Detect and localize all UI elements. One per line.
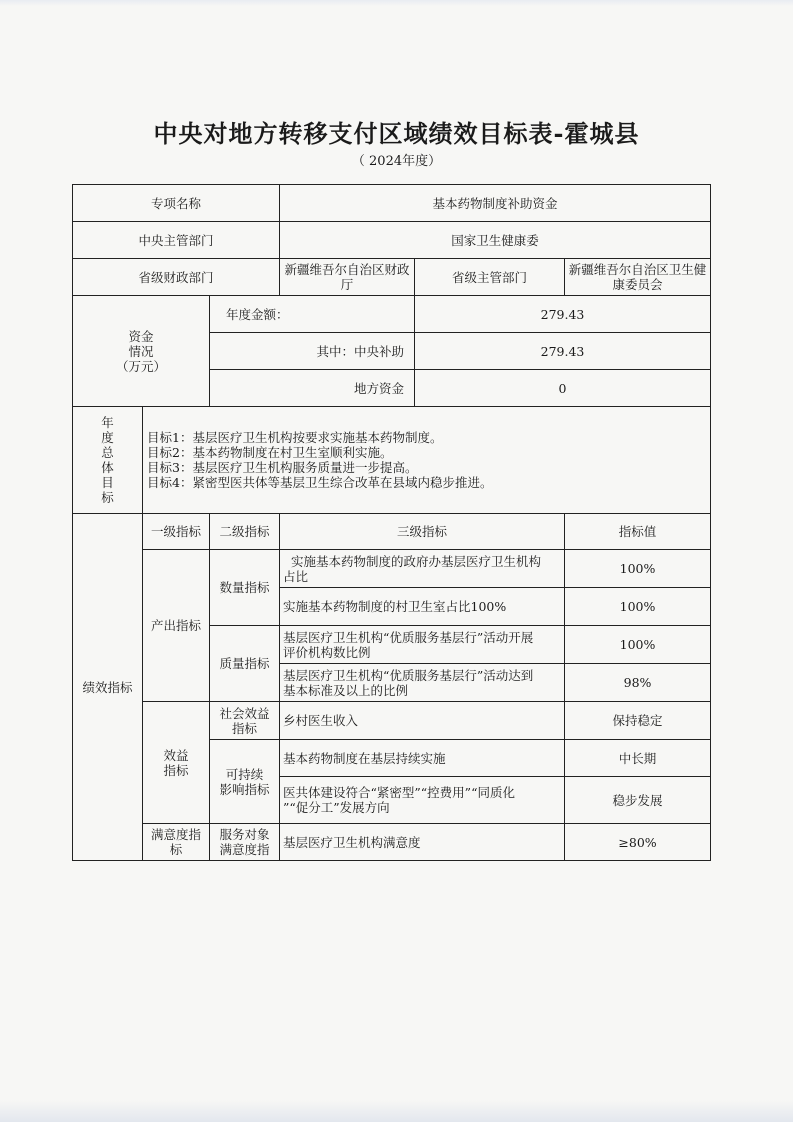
header-value: 指标值 (565, 514, 711, 550)
header-level3: 三级指标 (280, 514, 565, 550)
provincial-finance-label: 省级财政部门 (73, 259, 280, 296)
goal-item: 目标1：基层医疗卫生机构按要求实施基本药物制度。 (147, 430, 443, 445)
year-subtitle: （ 2024年度） (351, 154, 442, 169)
funds-annual-value: 279.43 (415, 296, 711, 333)
benefit-label: 效益 指标 (143, 702, 210, 824)
page-title: 中央对地方转移支付区域绩效目标表-霍城县 (153, 119, 640, 148)
funds-local-label: 地方资金 (210, 370, 415, 407)
indicator-cell: 基本药物制度在基层持续实施 (280, 740, 565, 777)
value-cell: 100% (565, 588, 711, 626)
central-dept-row (73, 222, 711, 259)
header-level2: 二级指标 (210, 514, 280, 550)
project-label: 专项名称 (73, 185, 280, 222)
indicator-header-row (73, 514, 711, 550)
provincial-dept-label: 省级主管部门 (415, 259, 565, 296)
quality-label: 质量指标 (210, 626, 280, 702)
goal-item: 目标3：基层医疗卫生机构服务质量进一步提高。 (147, 460, 418, 475)
funds-central-label: 其中：中央补助 (210, 333, 415, 370)
indicator-cell: 基层医疗卫生机构“优质服务基层行”活动开展 评价机构数比例 (280, 626, 565, 664)
annual-goals-content (143, 407, 711, 514)
indicator-cell: 实施基本药物制度的村卫生室占比100% (280, 588, 565, 626)
table-row (73, 702, 711, 740)
central-dept-value: 国家卫生健康委 (280, 222, 711, 259)
annual-goals-label: 年 度 总 体 目 标 (73, 407, 143, 514)
project-row (73, 185, 711, 222)
funds-central-value: 279.43 (415, 333, 711, 370)
table-row (73, 550, 711, 588)
scan-top-edge (0, 0, 793, 6)
project-value: 基本药物制度补助资金 (280, 185, 711, 222)
output-label: 产出指标 (143, 550, 210, 702)
central-dept-label: 中央主管部门 (73, 222, 280, 259)
sustainable-label: 可持续 影响指标 (210, 740, 280, 824)
value-cell: 稳步发展 (565, 777, 711, 824)
quantity-label: 数量指标 (210, 550, 280, 626)
funds-local-value: 0 (415, 370, 711, 407)
goal-item: 目标2：基本药物制度在村卫生室顺利实施。 (147, 445, 393, 460)
value-cell: 保持稳定 (565, 702, 711, 740)
provincial-dept-value: 新疆维吾尔自治区卫生健康委员会 (565, 259, 711, 296)
header-level1: 一级指标 (143, 514, 210, 550)
funds-annual-label: 年度金额： (210, 296, 415, 333)
goal-item: 目标4：紧密型医共体等基层卫生综合改革在县域内稳步推进。 (147, 475, 493, 490)
funds-label: 资金 情况 （万元） (73, 296, 210, 407)
indicator-cell: 基层医疗卫生机构“优质服务基层行”活动达到 基本标准及以上的比例 (280, 664, 565, 702)
value-cell: 中长期 (565, 740, 711, 777)
scan-bottom-edge (0, 1100, 793, 1122)
social-label: 社会效益 指标 (210, 702, 280, 740)
satisfaction-sub-label: 服务对象 满意度指 (210, 824, 280, 861)
annual-goals-row (73, 407, 711, 514)
table-row (73, 824, 711, 861)
performance-table (72, 184, 711, 861)
performance-label: 绩效指标 (73, 514, 143, 861)
funds-row-annual (73, 296, 711, 333)
indicator-cell: 基层医疗卫生机构满意度 (280, 824, 565, 861)
provincial-finance-value: 新疆维吾尔自治区财政厅 (280, 259, 415, 296)
value-cell: 100% (565, 550, 711, 588)
satisfaction-label: 满意度指 标 (143, 824, 210, 861)
provincial-row (73, 259, 711, 296)
value-cell: 100% (565, 626, 711, 664)
value-cell: ≥80% (565, 824, 711, 861)
indicator-cell: 医共体建设符合“紧密型”“控费用”“同质化 ”“促分工”发展方向 (280, 777, 565, 824)
value-cell: 98% (565, 664, 711, 702)
indicator-cell: 实施基本药物制度的政府办基层医疗卫生机构 占比 (280, 550, 565, 588)
indicator-cell: 乡村医生收入 (280, 702, 565, 740)
